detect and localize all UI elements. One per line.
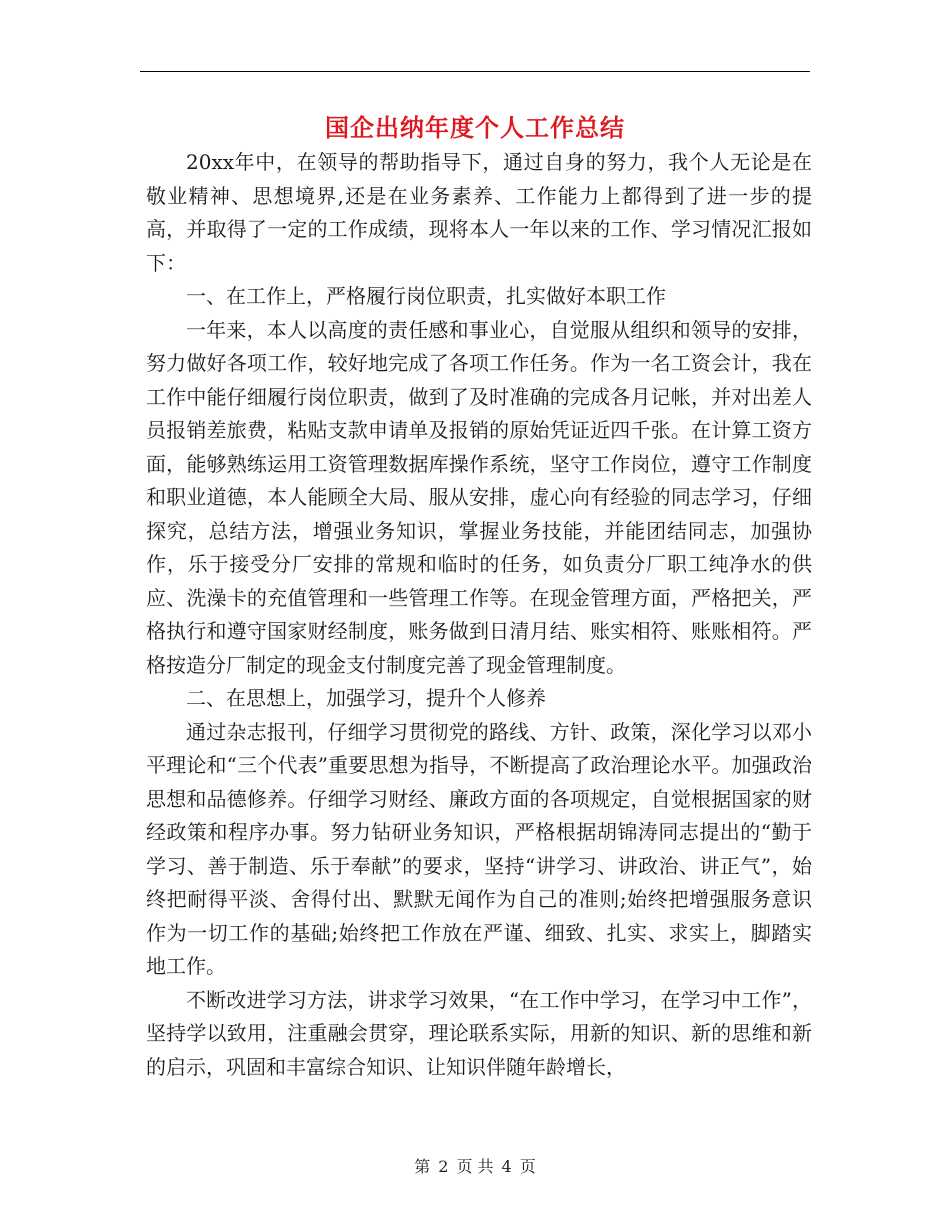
section-heading-2: 二、在思想上，加强学习，提升个人修养	[186, 686, 546, 710]
page-footer	[0, 1154, 950, 1177]
header-rule	[140, 71, 810, 72]
page-mid: 页 共	[456, 1157, 494, 1176]
page-suffix: 页	[519, 1157, 536, 1176]
paragraph-work: 一年来，本人以高度的责任感和事业心，自觉服从组织和领导的安排，努力做好各项工作，较好地完成了各项工作任务。作为一名工资会计，我在工作中能仔细履行岗位职责，做到了及时准确的完成各月记帐，并对出差人员报销差旅费，粘贴支款申请单及报销的原始凭证近四千张。在计算工资方面，能够熟练运用工资管理数据库操作系统，坚守工作岗位，遵守工作制度和职业道德，本人能顾全大局、服从安排，虚心向有经验的同志学习，仔细探究，总结方法，增强业务知识，掌握业务技能，并能团结同志，加强协作，乐于接受分厂安排的常规和临时的任务，如负责分厂职工纯净水的供应、洗澡卡的充值管理和一些管理工作等。在现金管理方面，严格把关，严格执行和遵守国家财经制度，账务做到日清月结、账实相符、账账相符。严格按造分厂制定的现金支付制度完善了现金管理制度。	[146, 317, 812, 677]
document-title: 国企出纳年度个人工作总结	[325, 113, 625, 142]
document-body	[146, 146, 812, 1084]
paragraph-method: 不断改进学习方法，讲求学习效果，“在工作中学习，在学习中工作”，坚持学以致用，注重融会贯穿，理论联系实际，用新的知识、新的思维和新的启示，巩固和丰富综合知识、让知识伴随年龄增长，	[146, 987, 812, 1079]
section-heading-1: 一、在工作上，严格履行岗位职责，扎实做好本职工作	[186, 284, 666, 308]
page-prefix: 第	[414, 1157, 431, 1176]
page-total: 4	[501, 1157, 512, 1176]
paragraph-intro: 20xx年中，在领导的帮助指导下，通过自身的努力，我个人无论是在敬业精神、思想境界,还是在业务素养、工作能力上都得到了进一步的提高，并取得了一定的工作成绩，现将本人一年以来的工作、学习情况汇报如下：	[146, 150, 812, 275]
page-number: 2	[438, 1157, 449, 1176]
paragraph-study: 通过杂志报刊，仔细学习贯彻党的路线、方针、政策，深化学习以邓小平理论和“三个代表”重要思想为指导，不断提高了政治理论水平。加强政治思想和品德修养。仔细学习财经、廉政方面的各项规定，自觉根据国家的财经政策和程序办事。努力钻研业务知识，严格根据胡锦涛同志提出的“勤于学习、善于制造、乐于奉献”的要求，坚持“讲学习、讲政治、讲正气”，始终把耐得平淡、舍得付出、默默无闻作为自己的准则;始终把增强服务意识作为一切工作的基础;始终把工作放在严谨、细致、扎实、求实上，脚踏实地工作。	[146, 719, 812, 978]
